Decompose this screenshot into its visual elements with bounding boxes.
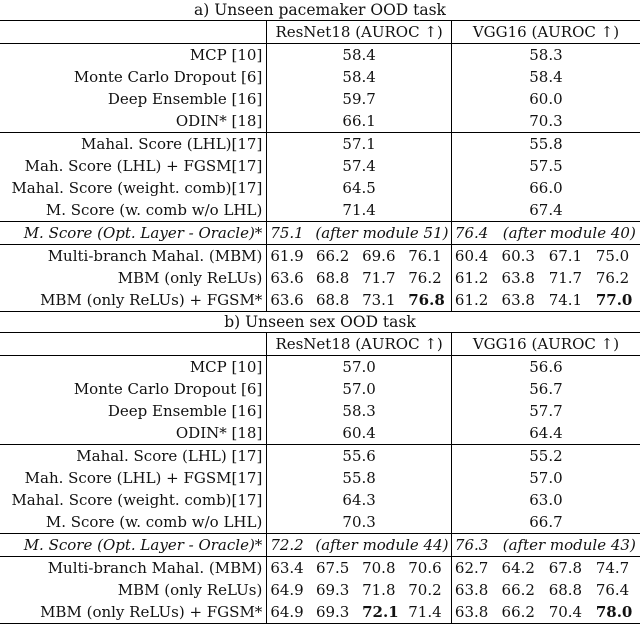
vgg-oracle-note: (after module 40) [499,222,640,245]
vgg-cell: 66.0 [529,179,563,197]
resnet-cell: 70.6 [405,557,451,580]
resnet-cell: 58.4 [267,66,452,88]
table-row [0,579,640,601]
vgg-cell: 63.8 [499,289,546,312]
resnet-cell: 58.4 [267,44,452,67]
method-cell: MBM (only ReLUs) + FGSM* [0,289,267,312]
method-header [0,21,267,44]
method-cell: M. Score (w. comb w/o LHL) [0,199,267,222]
table-row [0,511,640,534]
resnet-best-cell: 76.8 [405,289,451,312]
vgg-cell: 61.2 [451,289,498,312]
vgg-cell: 58.3 [529,46,563,64]
vgg-cell: 60.3 [499,245,546,268]
vgg-cell: 66.2 [499,601,546,624]
table-row [0,400,640,422]
resnet-cell: 63.4 [267,557,313,580]
table-row [0,601,640,624]
section-a-table [0,20,640,312]
method-cell: M. Score (Opt. Layer - Oracle)* [0,534,267,557]
vgg-cell: 57.5 [529,157,563,175]
method-cell: Multi-branch Mahal. (MBM) [0,557,267,580]
table-row [0,155,640,177]
table-row [0,110,640,133]
method-cell: Mahal. Score (weight. comb)[17] [0,177,267,199]
vgg-cell: 76.4 [595,581,630,599]
resnet-cell: 55.6 [267,445,452,468]
method-cell: MBM (only ReLUs) [0,579,267,601]
resnet-cell: 73.1 [359,289,405,312]
resnet-cell: 55.8 [267,467,452,489]
resnet-cell: 59.7 [267,88,452,110]
vgg-cell: 56.7 [529,380,563,398]
method-cell: Mahal. Score (weight. comb)[17] [0,489,267,511]
method-cell: ODIN* [18] [0,422,267,445]
table-row [0,467,640,489]
resnet-cell: 64.3 [267,489,452,511]
resnet-cell: 64.9 [267,601,313,624]
resnet-cell: 71.4 [405,601,451,624]
resnet-cell: 64.5 [267,177,452,199]
vgg-cell: 63.8 [501,269,535,287]
method-cell: Deep Ensemble [16] [0,88,267,110]
vgg-cell: 60.0 [529,90,563,108]
table-row [0,557,640,580]
table-row [0,245,640,268]
vgg-cell: 64.2 [499,557,546,580]
table-row [0,289,640,312]
oracle-row [0,222,640,245]
resnet-cell: 71.8 [362,581,396,599]
method-cell: MBM (only ReLUs) + FGSM* [0,601,267,624]
method-cell: Mahal. Score (LHL)[17] [0,133,267,156]
header-row [0,333,640,356]
vgg-cell: 68.8 [548,581,583,599]
vgg-cell: 63.0 [529,491,563,509]
table-row [0,88,640,110]
vgg-cell: 63.8 [454,581,489,599]
resnet-cell: 71.4 [267,199,452,222]
resnet-cell: 63.6 [270,269,304,287]
vgg-cell: 58.4 [529,68,563,86]
resnet-cell: 58.3 [267,400,452,422]
table-row [0,356,640,379]
vgg-cell: 63.8 [451,601,498,624]
resnet-cell: 70.8 [359,557,405,580]
vgg-cell: 66.7 [529,513,563,531]
resnet-oracle-note: (after module 44) [313,534,451,557]
method-cell: Mah. Score (LHL) + FGSM[17] [0,467,267,489]
vgg-cell: 67.8 [546,557,593,580]
resnet-cell: 57.4 [267,155,452,177]
vgg-cell: 56.6 [529,358,563,376]
vgg-cell: 64.4 [529,424,563,442]
resnet-header: ResNet18 (AUROC ↑) [267,333,452,356]
header-row [0,21,640,44]
table-row [0,267,640,289]
vgg-cell: 74.1 [546,289,593,312]
oracle-row [0,534,640,557]
vgg-best-cell: 78.0 [593,601,640,624]
resnet-cell: 67.5 [313,557,359,580]
resnet-cell: 66.1 [267,110,452,133]
vgg-cell: 67.4 [529,201,563,219]
resnet-cell: 69.3 [313,601,359,624]
table-row [0,199,640,222]
resnet-cell: 60.4 [267,422,452,445]
vgg-header: VGG16 (AUROC ↑) [451,333,640,356]
vgg-oracle-note: (after module 43) [499,534,640,557]
method-cell: MCP [10] [0,44,267,67]
method-header [0,333,267,356]
method-cell: M. Score (Opt. Layer - Oracle)* [0,222,267,245]
resnet-cell: 69.3 [315,581,350,599]
method-cell: Mahal. Score (LHL) [17] [0,445,267,468]
vgg-cell: 71.7 [548,269,583,287]
vgg-cell: 70.3 [529,112,563,130]
table-row [0,445,640,468]
resnet-cell: 61.9 [267,245,313,268]
resnet-oracle-value: 75.1 [267,222,313,245]
vgg-cell: 76.2 [595,269,630,287]
resnet-oracle-note: (after module 51) [313,222,451,245]
vgg-cell: 55.2 [451,445,640,468]
resnet-cell: 66.2 [313,245,359,268]
table-row [0,66,640,88]
vgg-oracle-value: 76.4 [451,222,498,245]
method-cell: MBM (only ReLUs) [0,267,267,289]
table-row [0,44,640,67]
vgg-cell: 61.2 [454,269,489,287]
vgg-cell: 67.1 [546,245,593,268]
method-cell: M. Score (w. comb w/o LHL) [0,511,267,534]
resnet-cell: 70.2 [405,579,451,601]
table-row [0,177,640,199]
vgg-cell: 74.7 [593,557,640,580]
method-cell: ODIN* [18] [0,110,267,133]
resnet-cell: 68.8 [315,269,350,287]
table-row [0,489,640,511]
resnet-cell: 76.1 [405,245,451,268]
method-cell: Monte Carlo Dropout [6] [0,66,267,88]
table-row [0,378,640,400]
resnet-cell: 63.6 [267,289,313,312]
section-a-caption: a) Unseen pacemaker OOD task [194,1,446,19]
vgg-cell: 60.4 [451,245,498,268]
section-b-caption: b) Unseen sex OOD task [224,313,416,331]
method-cell: MCP [10] [0,356,267,379]
resnet-best-cell: 72.1 [359,601,405,624]
table-row [0,422,640,445]
vgg-cell: 62.7 [451,557,498,580]
resnet-header: ResNet18 (AUROC ↑) [267,21,452,44]
vgg-header: VGG16 (AUROC ↑) [451,21,640,44]
resnet-cell: 57.0 [267,378,452,400]
resnet-cell: 71.7 [362,269,396,287]
resnet-cell: 70.3 [267,511,452,534]
table-row [0,133,640,156]
vgg-cell: 55.8 [451,133,640,156]
method-cell: Mah. Score (LHL) + FGSM[17] [0,155,267,177]
resnet-cell: 57.0 [267,356,452,379]
method-cell: Multi-branch Mahal. (MBM) [0,245,267,268]
vgg-best-cell: 77.0 [593,289,640,312]
resnet-cell: 69.6 [359,245,405,268]
vgg-cell: 75.0 [593,245,640,268]
resnet-cell: 57.1 [267,133,452,156]
resnet-cell: 68.8 [313,289,359,312]
resnet-cell: 76.2 [405,267,451,289]
vgg-cell: 57.0 [529,469,563,487]
resnet-oracle-value: 72.2 [267,534,313,557]
vgg-cell: 57.7 [529,402,563,420]
vgg-cell: 70.4 [546,601,593,624]
method-cell: Deep Ensemble [16] [0,400,267,422]
vgg-cell: 66.2 [501,581,535,599]
section-b-table [0,332,640,624]
resnet-cell: 64.9 [270,581,304,599]
method-cell: Monte Carlo Dropout [6] [0,378,267,400]
vgg-oracle-value: 76.3 [451,534,498,557]
